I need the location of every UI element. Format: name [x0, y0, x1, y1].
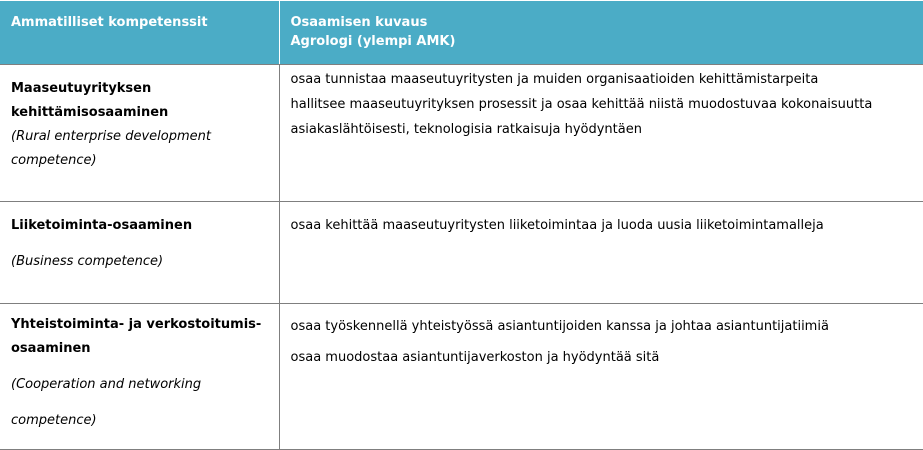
competence-cell — [0, 202, 279, 304]
header-competences-label: Ammatilliset kompetenssit — [11, 15, 208, 30]
header-description — [279, 1, 923, 65]
competence-english-name: competence) — [11, 153, 97, 168]
table-row — [0, 202, 923, 304]
description-cell — [279, 304, 923, 450]
competence-cell — [0, 304, 279, 450]
table-row — [0, 65, 923, 202]
description-text: osaa tunnistaa maaseutuyritysten ja muiden organisaatioiden kehittämistarpeita — [290, 72, 819, 87]
competence-english-name: competence) — [11, 413, 97, 428]
header-competences — [0, 1, 279, 65]
header-degree-label: Agrologi (ylempi AMK) — [290, 34, 456, 49]
competence-english-name: (Cooperation and networking — [11, 377, 202, 392]
table-row — [0, 304, 923, 450]
competence-english-name: (Business competence) — [11, 254, 164, 269]
header-description-label: Osaamisen kuvaus — [290, 15, 428, 30]
description-text: osaa työskennellä yhteistyössä asiantuntijoiden kanssa ja johtaa asiantuntijatiimiä — [290, 319, 829, 334]
competence-english-name: (Rural enterprise development — [11, 129, 211, 144]
description-text: osaa kehittää maaseutuyritysten liiketoimintaa ja luoda uusia liiketoimintamalleja — [290, 218, 824, 233]
competence-name: Maaseutuyrityksen — [11, 81, 152, 96]
description-text: osaa muodostaa asiantuntijaverkoston ja hyödyntää sitä — [290, 350, 660, 365]
competence-name: Liiketoiminta-osaaminen — [11, 218, 193, 233]
competence-name: kehittämisosaaminen — [11, 105, 169, 120]
competence-name: Yhteistoiminta- ja verkostoitumis- — [11, 317, 262, 332]
table-header-row — [0, 1, 923, 65]
description-text: asiakaslähtöisesti, teknologisia ratkaisuja hyödyntäen — [290, 122, 642, 137]
description-cell — [279, 202, 923, 304]
competence-cell — [0, 65, 279, 202]
description-text: hallitsee maaseutuyrityksen prosessit ja osaa kehittää niistä muodostuvaa kokonaisuutta — [290, 97, 873, 112]
competence-name: osaaminen — [11, 341, 91, 356]
description-cell — [279, 65, 923, 202]
